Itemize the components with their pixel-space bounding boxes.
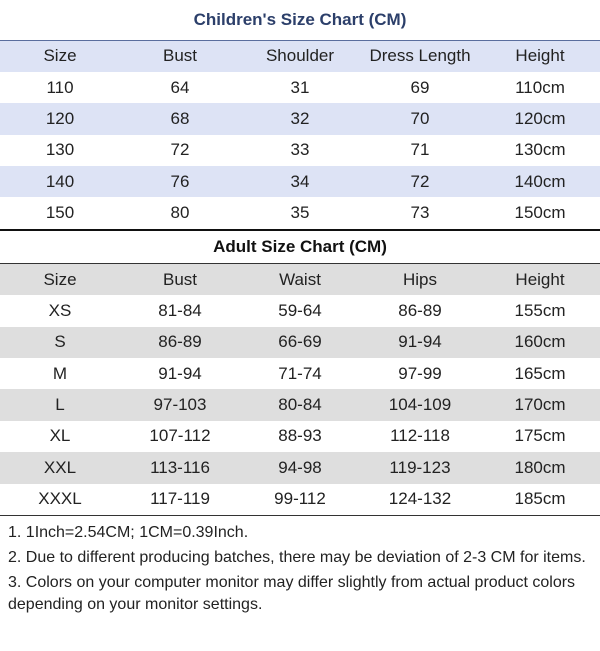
table-row [0, 358, 600, 389]
table-cell: 91-94 [360, 327, 480, 358]
table-row [0, 72, 600, 103]
table-row [0, 389, 600, 420]
table-cell: 155cm [514, 300, 566, 320]
table-cell: 113-116 [120, 452, 240, 483]
table-cell: 130 [45, 140, 75, 160]
table-cell: 117-119 [150, 489, 210, 509]
table-cell: 71-74 [278, 363, 322, 383]
header-cell: Height [480, 41, 600, 72]
table-cell: M [52, 363, 68, 383]
table-cell: XXXL [38, 489, 82, 509]
table-cell: 88-93 [278, 426, 322, 446]
header-cell: Bust [120, 264, 240, 295]
table-cell: 64 [170, 77, 190, 97]
table-row [0, 295, 600, 326]
header-cell: Size [0, 264, 120, 295]
table-cell: 59-64 [278, 300, 322, 320]
children-size-table [0, 40, 600, 229]
table-cell: 97-99 [398, 363, 442, 383]
header-cell: Waist [240, 264, 360, 295]
header-cell: Height [480, 264, 600, 295]
table-cell: 31 [290, 77, 310, 97]
table-cell: 94-98 [240, 452, 360, 483]
adult-header-row [0, 264, 600, 295]
header-cell: Dress Length [360, 41, 480, 72]
table-cell: 72 [360, 166, 480, 197]
table-cell: 86-89 [398, 300, 442, 320]
table-row [0, 484, 600, 515]
adult-size-table [0, 264, 600, 515]
table-cell: 185cm [514, 489, 566, 509]
table-cell: 107-112 [149, 426, 211, 446]
table-cell: 34 [240, 166, 360, 197]
table-cell: 160cm [480, 327, 600, 358]
table-cell: 110 [46, 77, 74, 97]
header-cell: Bust [120, 41, 240, 72]
table-cell: 150cm [514, 203, 566, 223]
table-row [0, 452, 600, 483]
table-cell: 180cm [480, 452, 600, 483]
table-cell: 150 [45, 203, 75, 223]
table-cell: 140 [0, 166, 120, 197]
table-row [0, 421, 600, 452]
table-cell: 69 [410, 77, 430, 97]
table-cell: 32 [240, 103, 360, 134]
table-row [0, 103, 600, 134]
table-cell: 104-109 [360, 389, 480, 420]
table-cell: S [0, 327, 120, 358]
table-cell: XL [49, 426, 71, 446]
table-cell: 99-112 [274, 489, 326, 509]
table-cell: 35 [290, 203, 310, 223]
table-cell: XS [48, 300, 72, 320]
note-item: 2. Due to different producing batches, there may be deviation of 2-3 CM for items. [8, 548, 586, 566]
table-cell: 71 [410, 140, 430, 160]
table-cell: 80 [170, 203, 190, 223]
table-cell: XXL [0, 452, 120, 483]
table-cell: 81-84 [158, 300, 202, 320]
table-cell: 33 [290, 140, 310, 160]
adult-chart-title: Adult Size Chart (CM) [213, 236, 387, 256]
table-cell: 91-94 [158, 363, 202, 383]
notes-section [0, 516, 600, 616]
table-cell: 76 [120, 166, 240, 197]
children-chart-title: Children's Size Chart (CM) [193, 10, 407, 29]
table-cell: 165cm [514, 363, 566, 383]
table-row [0, 166, 600, 197]
table-cell: L [0, 389, 120, 420]
table-row [0, 327, 600, 358]
note-item: 3. Colors on your computer monitor may differ slightly from actual product colors depending on your monitor settings. [8, 573, 576, 613]
table-cell: 124-132 [388, 489, 452, 509]
table-cell: 112-118 [390, 426, 450, 446]
table-cell: 140cm [480, 166, 600, 197]
table-cell: 86-89 [120, 327, 240, 358]
table-cell: 70 [360, 103, 480, 134]
header-cell: Hips [360, 264, 480, 295]
table-row [0, 197, 600, 228]
header-cell: Size [0, 41, 120, 72]
table-cell: 97-103 [120, 389, 240, 420]
header-cell: Shoulder [240, 41, 360, 72]
table-row [0, 135, 600, 166]
table-cell: 80-84 [240, 389, 360, 420]
table-cell: 120cm [480, 103, 600, 134]
table-cell: 170cm [480, 389, 600, 420]
table-cell: 73 [410, 203, 430, 223]
children-header-row [0, 41, 600, 72]
table-cell: 119-123 [360, 452, 480, 483]
table-cell: 72 [170, 140, 190, 160]
table-cell: 175cm [514, 426, 566, 446]
table-cell: 68 [120, 103, 240, 134]
note-item: 1. 1Inch=2.54CM; 1CM=0.39Inch. [8, 523, 249, 541]
table-cell: 120 [0, 103, 120, 134]
table-cell: 130cm [514, 140, 566, 160]
table-cell: 66-69 [240, 327, 360, 358]
table-cell: 110cm [515, 77, 565, 97]
